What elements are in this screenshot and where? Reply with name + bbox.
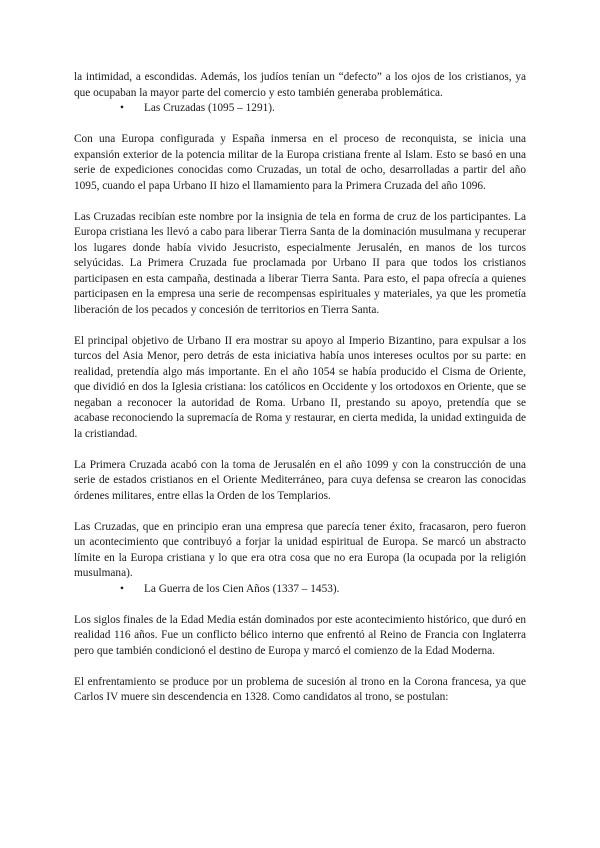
bullet-text-cien-anos: La Guerra de los Cien Años (1337 – 1453). (144, 582, 340, 595)
document-body (74, 70, 526, 721)
bullet-item-cruzadas (74, 101, 526, 117)
paragraph-late-middle-ages: Los siglos finales de la Edad Media están dominados por este acontecimiento histórico, que duró en realidad 116 años. Fue un conflicto bélico interno que enfrentó al Reino de Francia con Inglaterra pero que también condicionó el destino de Europa y marcó el comienzo de la Edad Moderna. (74, 613, 526, 657)
paragraph-insignia: Las Cruzadas recibían este nombre por la insignia de tela en forma de cruz de los participantes. La Europa cristiana les llevó a cabo para liberar Tierra Santa de la dominación musulmana y recuperar los lugares donde había vivido Jesucristo, especialmente Jerusalén, en manos de los turcos selyúcidas. La Primera Cruzada fue proclamada por Urbano II para que todos los cristianos participasen en esta campaña, destinada a liberar Tierra Santa. Para esto, el papa ofrecía a quienes participasen en la empresa una serie de recompensas espirituales y materiales, ya que les prometía liberación de los pecados y concesión de territorios en Tierra Santa. (74, 210, 526, 316)
paragraph-jews: la intimidad, a escondidas. Además, los judíos tenían un “defecto” a los ojos de los cristianos, ya que ocupaban la mayor parte del comercio y esto también generaba problemática. (74, 71, 526, 99)
bullet-text-cruzadas: Las Cruzadas (1095 – 1291). (144, 102, 275, 114)
bullet-marker: • (120, 102, 124, 114)
paragraph-expansion: Con una Europa configurada y España inmersa en el proceso de reconquista, se inicia una expansión exterior de la potencia militar de la Europa cristiana frente al Islam. Esto se basó en una serie de expediciones conocidas como Cruzadas, un total de ocho, desarrolladas a partir del año 1095, cuando el papa Urbano II hizo el llamamiento para la Primera Cruzada del año 1096. (74, 133, 526, 192)
paragraph-succession: El enfrentamiento se produce por un problema de sucesión al trono en la Corona francesa, ya que Carlos IV muere sin descendencia en 1328. Como candidatos al trono, se postulan: (74, 675, 526, 703)
bullet-item-cien-anos (74, 582, 526, 598)
paragraph-objective: El principal objetivo de Urbano II era mostrar su apoyo al Imperio Bizantino, para expulsar a los turcos del Asia Menor, pero detrás de esta iniciativa había unos intereses ocultos por su parte: en realidad, pretendía algo más importante. En el año 1054 se había producido el Cisma de Oriente, que dividió en dos la Iglesia cristiana: los católicos en Occidente y los ortodoxos en Oriente, que se negaban a reconocer la autoridad de Roma. Urbano II, prestando su apoyo, pretendía que se acabase reconociendo la supremacía de Roma y restaurar, en cierta medida, la unidad extinguida de la cristiandad. (74, 334, 526, 440)
bullet-marker: • (120, 582, 124, 595)
paragraph-first-crusade: La Primera Cruzada acabó con la toma de Jerusalén en el año 1099 y con la construcción de una serie de estados cristianos en el Oriente Mediterráneo, para cuya defensa se crearon las conocidas órdenes militares, entre ellas la Orden de los Templarios. (74, 458, 526, 502)
paragraph-outcome: Las Cruzadas, que en principio eran una empresa que parecía tener éxito, fracasaron, pero fueron un acontecimiento que contribuyó a forjar la unidad espiritual de Europa. Se marcó un abstracto límite en la Europa cristiana y lo que era otra cosa que no era Europa (la ocupada por la religión musulmana). (74, 520, 526, 579)
